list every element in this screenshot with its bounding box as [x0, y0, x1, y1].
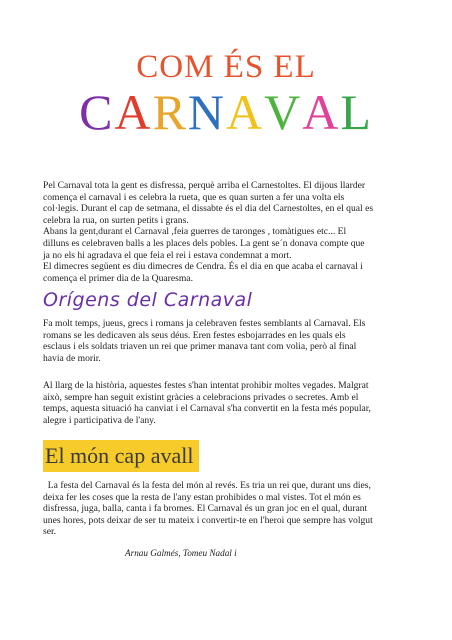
title-line-1: COM ÉS EL [136, 49, 316, 85]
text-line: La festa del Carnaval és la festa del món al revés. Es tria un rei que, durant uns dies, [43, 480, 371, 491]
text-line: esclaus i els soldats triaven un rei que primer manava tant com volia, però al final [43, 341, 357, 353]
title-letter: C [79, 84, 115, 140]
title-letter: V [264, 84, 303, 140]
author-credit: Arnau Galmés, Tomeu Nadal i [125, 548, 237, 558]
title-letter: A [226, 84, 265, 140]
title-letter: R [152, 84, 188, 140]
title-letter: L [340, 84, 373, 140]
text-line: Fa molt temps, jueus, grecs i romans ja celebraven festes semblants al Carnaval. Els [43, 318, 366, 329]
origens-paragraph-1 [43, 318, 411, 364]
text-line: col·legis. Durant el cap de setmana, el dissabte és el dia del Carnestoltes, en el qual es [43, 203, 374, 215]
text-line: Pel Carnaval tota la gent es disfressa, perquè arriba el Carnestoltes. El dijous llarder [43, 180, 366, 191]
text-line: celebra la rua, on surten petits i grans. [43, 214, 189, 226]
text-line: dilluns es celebraven balls a les places dels pobles. La gent se´n donava compte que [43, 237, 365, 249]
text-line: comença el primer dia de la Quaresma. [43, 272, 193, 284]
mon-cap-avall-paragraph [43, 480, 411, 538]
text-line: alegre i participativa de l'any. [43, 414, 156, 426]
text-line: això, sempre han seguit existint gràcies a celebracions privades o secretes. Amb el [43, 391, 359, 403]
section-heading-mon-cap-avall: El món cap avall [43, 440, 199, 472]
title-letter: A [114, 84, 153, 140]
text-line: Abans la gent,durant el Carnaval ,feia guerres de taronges , tomàtigues etc... El [43, 226, 347, 238]
text-line: deixa fer les coses que la resta de l'any estan prohibides o mal vistes. Tot el món es [43, 491, 361, 503]
section-heading-origens: Orígens del Carnaval [43, 289, 253, 311]
origens-paragraph-2 [43, 380, 411, 426]
text-line: comença el carnaval i es celebra la rueta, que es quan surten a fer una volta els [43, 191, 345, 203]
text-line: havia de morir. [43, 352, 101, 364]
intro-paragraph [43, 180, 411, 284]
text-line: El dimecres següent es diu dimecres de Cendra. És el dia en que acaba el carnaval i [43, 261, 363, 273]
text-line: Al llarg de la història, aquestes festes s'han intentat prohibir moltes vegades. Malgrat [43, 380, 369, 391]
text-line: ser. [43, 526, 57, 538]
text-line: romans se les dedicaven als seus déus. Eren festes esbojarrades en les quals els [43, 329, 346, 341]
text-line: unes hores, pots deixar de ser tu mateix i convertir-te en l'heroi que sempre has volgut [43, 514, 373, 526]
title-letter: A [302, 84, 341, 140]
title-letter: N [187, 84, 227, 140]
text-line: disfressa, juga, balla, canta i fa bromes. El Carnaval és un gran joc en el qual, durant [43, 503, 368, 515]
text-line: temps, aquesta situació ha canviat i el Carnaval s'ha convertit en la festa més popular, [43, 403, 371, 415]
title-carnaval [0, 84, 452, 140]
text-line: ja no els hi agradava el que feia el rei i estava condemnat a mort. [43, 249, 292, 261]
